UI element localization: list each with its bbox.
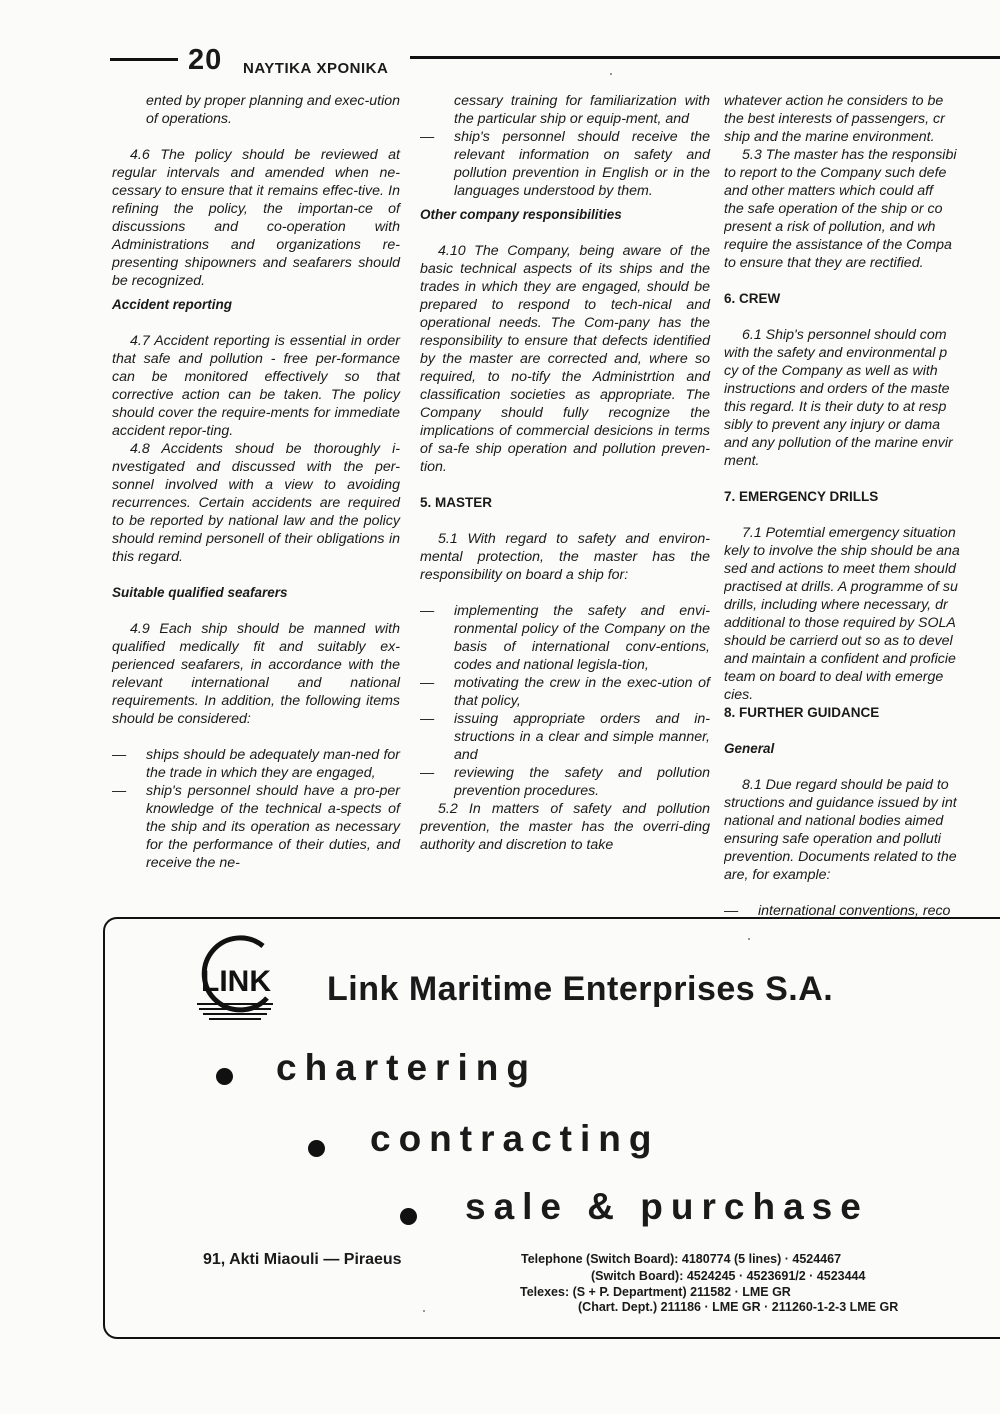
list-item-text: reviewing the safety and pollution prevention procedures. <box>454 765 710 799</box>
dash: — <box>420 711 435 727</box>
text-line: and maintain a confident and proficie <box>724 651 956 667</box>
scan-speck <box>748 938 750 940</box>
list-item-text: motivating the crew in the exec-ution of that policy, <box>454 675 710 709</box>
header-rule-right <box>410 56 1000 59</box>
list-item <box>420 602 710 674</box>
logo-lettering: LINK <box>201 965 271 998</box>
text-line: prevention. Documents related to the <box>724 849 957 865</box>
list-item <box>112 782 400 872</box>
dash: — <box>112 747 127 763</box>
bullet-icon <box>308 1140 325 1157</box>
text-line: 6.1 Ship's personnel should com <box>742 327 947 343</box>
list-item <box>420 764 710 800</box>
text-line: kely to involve the ship should be ana <box>724 543 960 559</box>
text-line: to report to the Company such defe <box>724 165 947 181</box>
heading-emergency-drills: 7. EMERGENCY DRILLS <box>724 489 879 504</box>
heading-other-responsibilities: Other company responsibilities <box>420 207 622 222</box>
text-line: 5.3 The master has the responsibi <box>742 147 957 163</box>
service-chartering: chartering <box>276 1047 537 1088</box>
text-line: with the safety and environmental p <box>724 345 948 361</box>
company-name: Link Maritime Enterprises S.A. <box>327 970 834 1008</box>
text-line: ship and the marine environment. <box>724 129 935 145</box>
list-item <box>420 710 710 764</box>
dash: — <box>420 675 435 691</box>
paragraph-4-8: 4.8 Accidents shoud be thoroughly i-nvestigated and discussed with the per-sonnel involved with a view to avoiding recurrences. Certain accidents are required to be reported by national law and the policy should remind personell of their obligations in this regard. <box>112 441 400 565</box>
list-item-text: ships should be adequately man-ned for the trade in which they are engaged, <box>146 747 400 781</box>
company-address: 91, Akti Miaouli — Piraeus <box>203 1251 402 1268</box>
text-line: the best interests of passengers, cr <box>724 111 945 127</box>
paragraph-5-1: 5.1 With regard to safety and environ-mental protection, the master has the responsibility on board a ship for: <box>420 531 710 583</box>
service-sale-purchase: sale & purchase <box>465 1186 869 1227</box>
bullet-icon <box>400 1208 417 1225</box>
list-item <box>112 746 400 782</box>
text-line: the safe operation of the ship or co <box>724 201 943 217</box>
heading-accident-reporting: Accident reporting <box>112 297 233 312</box>
text-line: and any pollution of the marine envir <box>724 435 953 451</box>
article-column-3 <box>724 92 992 920</box>
publication-name: ΝΑΥΤΙΚΑ ΧΡΟΝΙΚΑ <box>243 60 389 77</box>
text-line: ment. <box>724 453 760 469</box>
text-line: national and national bodies aimed <box>724 813 944 829</box>
telephone-line-2: (Switch Board): 4524245 · 4523691/2 · 4523444 <box>591 1269 866 1283</box>
text-line: whatever action he considers to be <box>724 93 944 109</box>
text-line: sed and actions to meet them should <box>724 561 956 577</box>
paragraph: ented by proper planning and exec-ution of operations. <box>146 93 400 127</box>
service-contracting: contracting <box>370 1118 660 1159</box>
dash: — <box>420 765 435 781</box>
article-column-2 <box>420 92 710 854</box>
text-line: should be carrierd out so as to devel <box>724 633 953 649</box>
text-line: present a risk of pollution, and wh <box>724 219 936 235</box>
heading-further-guidance: 8. FURTHER GUIDANCE <box>724 705 880 720</box>
text-line: cies. <box>724 687 754 703</box>
text-line: 8.1 Due regard should be paid to <box>742 777 949 793</box>
heading-qualified-seafarers: Suitable qualified seafarers <box>112 585 288 600</box>
text-line: additional to those required by SOLA <box>724 615 956 631</box>
list-item-text: international conventions, reco <box>758 903 951 919</box>
heading-general: General <box>724 741 775 756</box>
paragraph-4-10: 4.10 The Company, being aware of the basic technical aspects of its ships and the trades in which they are engaged, should be prepared to respond to tech-nical and operational needs. The Com-pany has the responsibility to ensure that defects identified by the master are corrected and, where so required, to no-tify the Administrtion and classification societies as appropriate. The Company should fully recognize the implications of commercial desicions in terms of sa-fe ship operation and pollution preven-tion. <box>420 243 710 475</box>
page-number: 20 <box>188 44 223 76</box>
dash: — <box>112 783 127 799</box>
dash: — <box>724 903 739 919</box>
list-item-text: ship's personnel should have a pro-per knowledge of the technical a-spects of the ship and its operation as necessary for the performance of their duties, and receive the ne- <box>146 783 400 871</box>
telex-line-2: (Chart. Dept.) 211186 · LME GR · 211260-1-2-3 LME GR <box>578 1300 899 1314</box>
dash: — <box>420 603 435 619</box>
paragraph: cessary training for familiarization with the particular ship or equip-ment, and <box>454 93 710 127</box>
heading-master: 5. MASTER <box>420 495 493 510</box>
article-column-1 <box>112 92 400 872</box>
list-item-text: implementing the safety and envi-ronmental policy of the Company on the basis of international conv-entions, codes and national legisla-tion, <box>454 603 710 673</box>
telephone-line-1: Telephone (Switch Board): 4180774 (5 lines) · 4524467 <box>521 1252 842 1266</box>
paragraph-4-7: 4.7 Accident reporting is essential in order that safe and pollution - free per-formance can be monitored effectively so that corrective action can be taken. The policy should cover the require-ments for immediate accident repor-ting. <box>112 333 400 439</box>
list-item-text: ship's personnel should receive the relevant information on safety and pollution prevention in English or in the languages understood by them. <box>454 129 710 199</box>
telex-line-1: Telexes: (S + P. Department) 211582 · LME GR <box>520 1285 791 1299</box>
list-item <box>420 128 710 200</box>
text-line: sibly to prevent any injury or dama <box>724 417 941 433</box>
list-item-text: issuing appropriate orders and in-structions in a clear and simple manner, and <box>454 711 710 763</box>
text-line: to ensure that they are rectified. <box>724 255 924 271</box>
heading-crew: 6. CREW <box>724 291 781 306</box>
header-rule-left <box>110 58 178 61</box>
list-item <box>420 674 710 710</box>
text-line: are, for example: <box>724 867 831 883</box>
text-line: 7.1 Potemtial emergency situation <box>742 525 956 541</box>
text-line: this regard. It is their duty to at resp <box>724 399 947 415</box>
scan-speck <box>423 1310 425 1312</box>
paragraph-5-2: 5.2 In matters of safety and pollution prevention, the master has the overri-ding authority and discretion to take <box>420 801 710 853</box>
paragraph-4-6: 4.6 The policy should be reviewed at regular intervals and amended when ne-cessary to ensure that it remains effec-tive. In refining the policy, the importan-ce of discussions and co-operation with Administrations and organizations re-presenting shipowners and seafarers should be recognized. <box>112 147 400 289</box>
link-logo-icon <box>187 928 283 1024</box>
scan-speck <box>610 73 612 75</box>
text-line: ensuring safe operation and polluti <box>724 831 941 847</box>
text-line: team on board to deal with emerge <box>724 669 944 685</box>
paragraph-4-9: 4.9 Each ship should be manned with qualified medically fit and suitably ex-perienced seafarers, in accordance with the relevant international and national requirements. In addition, the following items should be considered: <box>112 621 400 727</box>
text-line: instructions and orders of the maste <box>724 381 950 397</box>
dash: — <box>420 129 435 145</box>
text-line: and other matters which could aff <box>724 183 933 199</box>
text-line: practised at drills. A programme of su <box>724 579 958 595</box>
text-line: require the assistance of the Compa <box>724 237 952 253</box>
text-line: cy of the Company as well as with <box>724 363 938 379</box>
bullet-icon <box>216 1068 233 1085</box>
text-line: structions and guidance issued by int <box>724 795 957 811</box>
text-line: drills, including where necessary, dr <box>724 597 948 613</box>
